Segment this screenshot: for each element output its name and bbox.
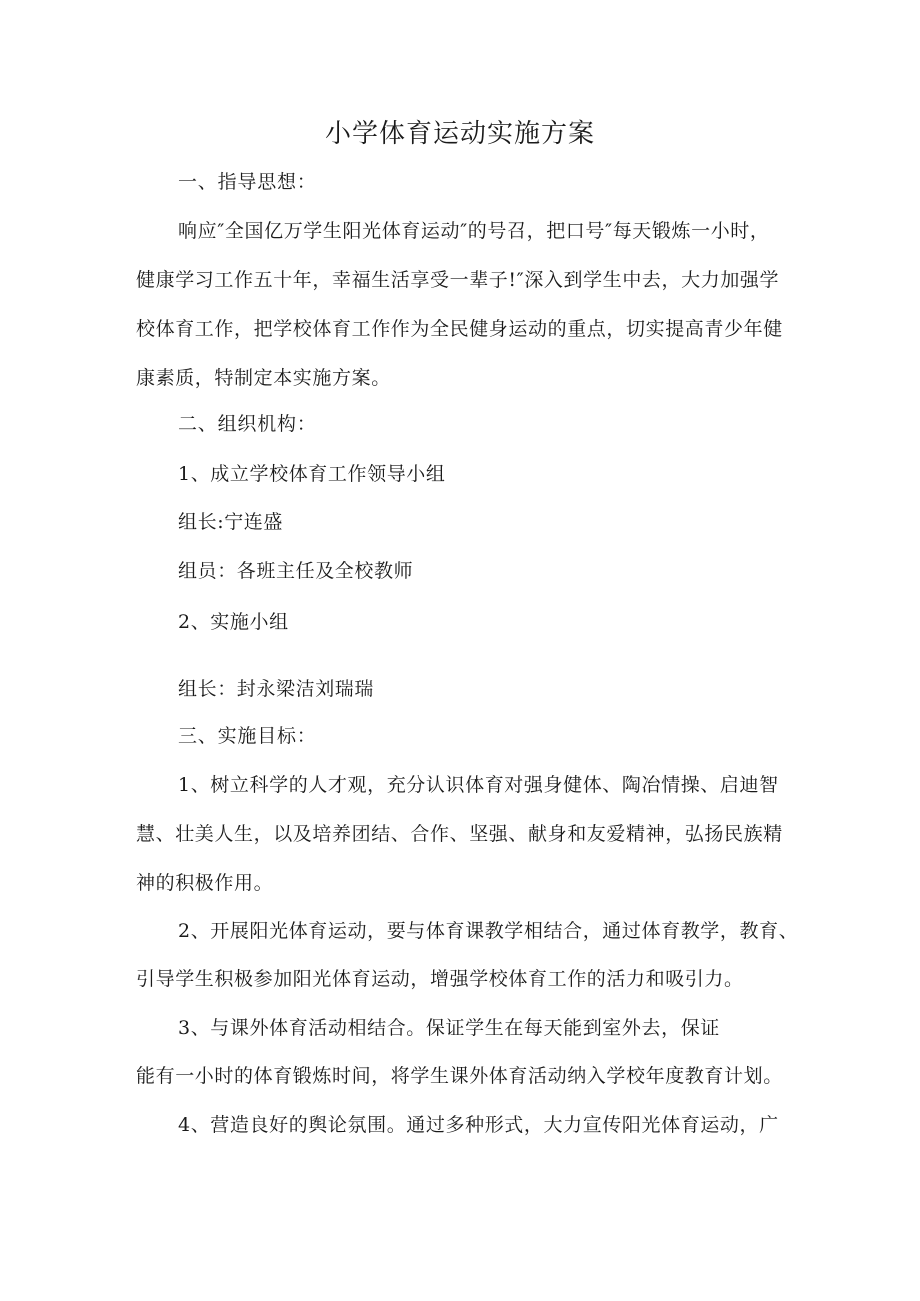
paragraph-line: 能有一小时的体育锻炼时间，将学生课外体育活动纳入学校年度教育计划。 (136, 1065, 783, 1087)
paragraph-line: 组长：封永梁洁刘瑞瑞 (178, 678, 375, 700)
paragraph-line: 3、与课外体育活动相结合。保证学生在每天能到室外去，保证 (178, 1017, 720, 1039)
paragraph-line: 神的积极作用。 (136, 872, 274, 894)
paragraph-line: 健康学习工作五十年，幸福生活享受一辈子!″深入到学生中去，大力加强学 (136, 269, 780, 291)
paragraph-line: 康素质，特制定本实施方案。 (136, 367, 391, 389)
paragraph-line: 组员：各班主任及全校教师 (178, 560, 414, 582)
paragraph-line: 4、营造良好的舆论氛围。通过多种形式，大力宣传阳光体育运动，广 (178, 1114, 779, 1136)
paragraph-line: 2、实施小组 (178, 611, 289, 633)
paragraph-line: 组长:宁连盛 (178, 511, 284, 533)
section-heading-goals: 三、实施目标： (178, 725, 317, 747)
paragraph-line: 1、树立科学的人才观，充分认识体育对强身健体、陶冶情操、启迪智 (178, 774, 779, 796)
paragraph-line: 2、开展阳光体育运动，要与体育课教学相结合，通过体育教学，教育、 (178, 920, 799, 942)
paragraph-line: 1、成立学校体育工作领导小组 (178, 463, 446, 485)
paragraph-line: 引导学生积极参加阳光体育运动，增强学校体育工作的活力和吸引力。 (136, 968, 744, 990)
paragraph-line: 响应″全国亿万学生阳光体育运动″的号召，把口号″每天锻炼一小时， (178, 220, 770, 242)
section-heading-organization: 二、组织机构： (178, 413, 317, 435)
paragraph-line: 慧、壮美人生，以及培养团结、合作、坚强、献身和友爱精神，弘扬民族精 (136, 823, 783, 845)
document-title: 小学体育运动实施方案 (324, 119, 595, 149)
section-heading-guiding-thought: 一、指导思想： (178, 171, 317, 193)
paragraph-line: 校体育工作，把学校体育工作作为全民健身运动的重点，切实提高青少年健 (136, 318, 783, 340)
